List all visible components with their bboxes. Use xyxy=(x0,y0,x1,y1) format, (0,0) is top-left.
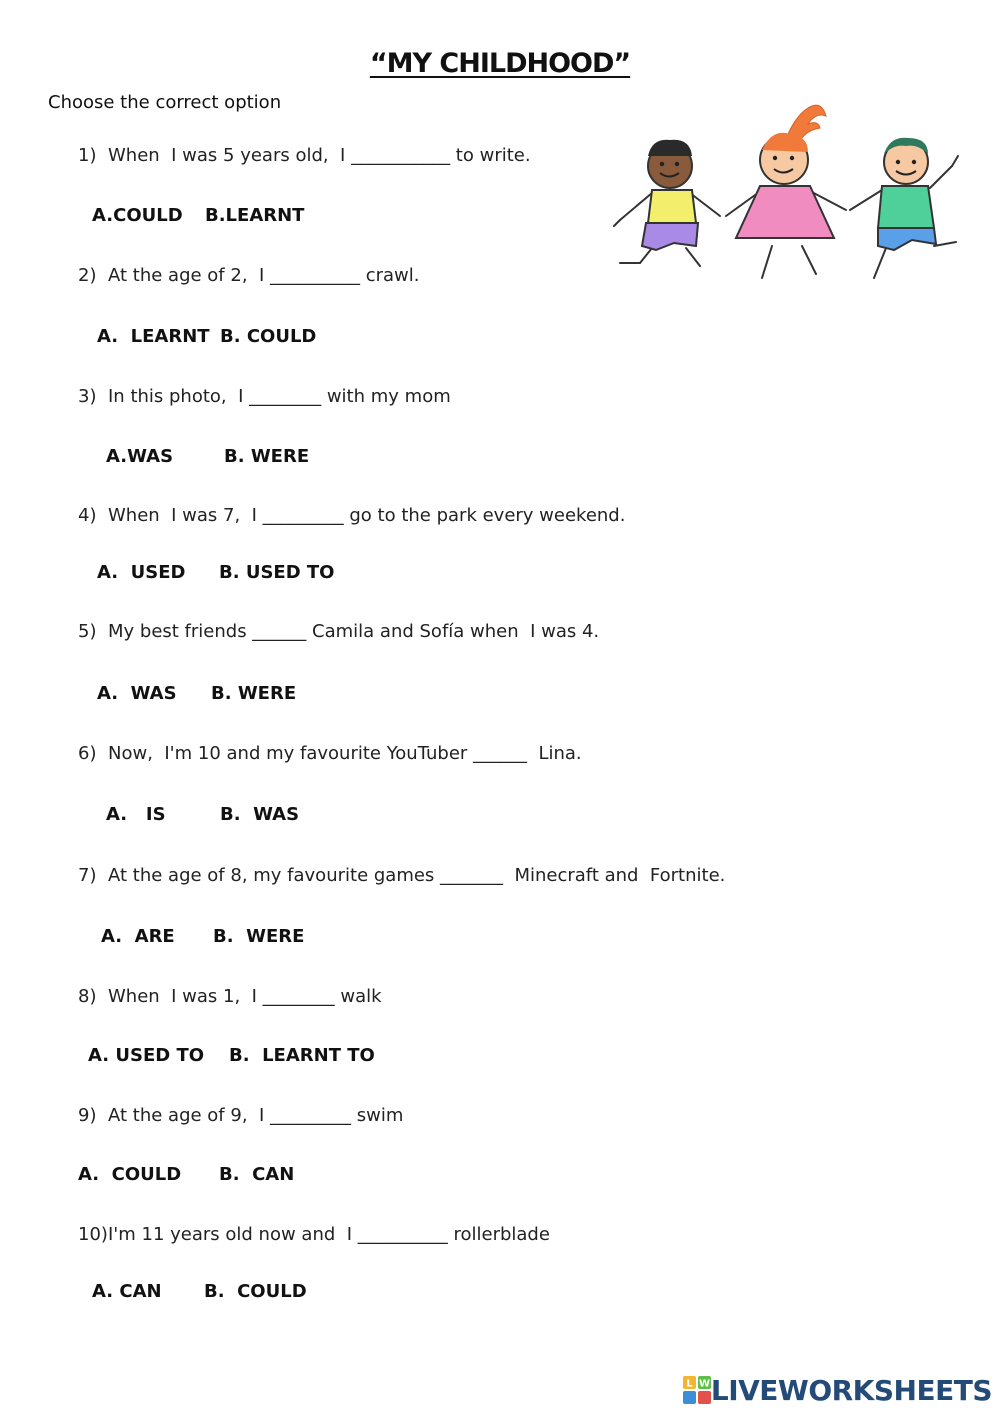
question-text: In this photo, I ________ with my mom xyxy=(108,386,451,407)
option-9a[interactable]: A. COULD xyxy=(78,1164,182,1185)
question-6 xyxy=(78,743,582,764)
question-text: When I was 1, I ________ walk xyxy=(108,986,382,1007)
question-number: 6) xyxy=(78,743,97,764)
svg-text:W: W xyxy=(698,1378,710,1390)
option-5a[interactable]: A. WAS xyxy=(97,683,177,704)
question-4 xyxy=(78,505,625,526)
question-text: When I was 5 years old, I ___________ to write. xyxy=(108,145,531,166)
question-text: Now, I'm 10 and my favourite YouTuber ______ Lina. xyxy=(108,743,582,764)
question-text: I'm 11 years old now and I __________ rollerblade xyxy=(108,1224,550,1245)
question-text: When I was 7, I _________ go to the park every weekend. xyxy=(108,505,626,526)
liveworksheets-logo-icon xyxy=(683,1376,711,1404)
question-7 xyxy=(78,865,725,886)
option-10a[interactable]: A. CAN xyxy=(92,1281,162,1302)
question-8 xyxy=(78,986,382,1007)
question-10 xyxy=(78,1224,550,1245)
question-number: 9) xyxy=(78,1105,97,1126)
question-number: 8) xyxy=(78,986,97,1007)
option-5b[interactable]: B. WERE xyxy=(211,683,297,704)
option-7b[interactable]: B. WERE xyxy=(213,926,305,947)
worksheet-title: “MY CHILDHOOD” xyxy=(369,48,631,79)
question-number: 5) xyxy=(78,621,97,642)
question-2 xyxy=(78,265,420,286)
option-4b[interactable]: B. USED TO xyxy=(219,562,335,583)
question-9 xyxy=(78,1105,403,1126)
option-10b[interactable]: B. COULD xyxy=(204,1281,307,1302)
question-number: 10) xyxy=(78,1224,108,1245)
instruction-text: Choose the correct option xyxy=(48,92,282,113)
option-4a[interactable]: A. USED xyxy=(97,562,186,583)
option-9b[interactable]: B. CAN xyxy=(219,1164,295,1185)
option-2a[interactable]: A. LEARNT xyxy=(97,326,210,347)
option-7a[interactable]: A. ARE xyxy=(101,926,175,947)
option-6b[interactable]: B. WAS xyxy=(220,804,300,825)
option-2b[interactable]: B. COULD xyxy=(220,326,317,347)
option-1b[interactable]: B.LEARNT xyxy=(205,205,305,226)
brand-name: LIVEWORKSHEETS xyxy=(710,1373,992,1407)
question-3 xyxy=(78,386,451,407)
kids-illustration xyxy=(612,98,974,290)
option-1a[interactable]: A.COULD xyxy=(92,205,183,226)
option-8a[interactable]: A. USED TO xyxy=(88,1045,205,1066)
liveworksheets-logo[interactable] xyxy=(683,1371,992,1409)
question-number: 7) xyxy=(78,865,97,886)
question-text: My best friends ______ Camila and Sofía when I was 4. xyxy=(108,621,600,642)
option-3b[interactable]: B. WERE xyxy=(224,446,310,467)
question-number: 3) xyxy=(78,386,97,407)
question-text: At the age of 9, I _________ swim xyxy=(108,1105,404,1126)
question-5 xyxy=(78,621,599,642)
question-1 xyxy=(78,145,531,166)
option-6a[interactable]: A. IS xyxy=(106,804,166,825)
question-text: At the age of 8, my favourite games _______ Minecraft and Fortnite. xyxy=(108,865,726,886)
svg-text:L: L xyxy=(686,1378,693,1390)
question-number: 4) xyxy=(78,505,97,526)
option-8b[interactable]: B. LEARNT TO xyxy=(229,1045,375,1066)
question-text: At the age of 2, I __________ crawl. xyxy=(108,265,420,286)
option-3a[interactable]: A.WAS xyxy=(106,446,174,467)
question-number: 1) xyxy=(78,145,97,166)
question-number: 2) xyxy=(78,265,97,286)
